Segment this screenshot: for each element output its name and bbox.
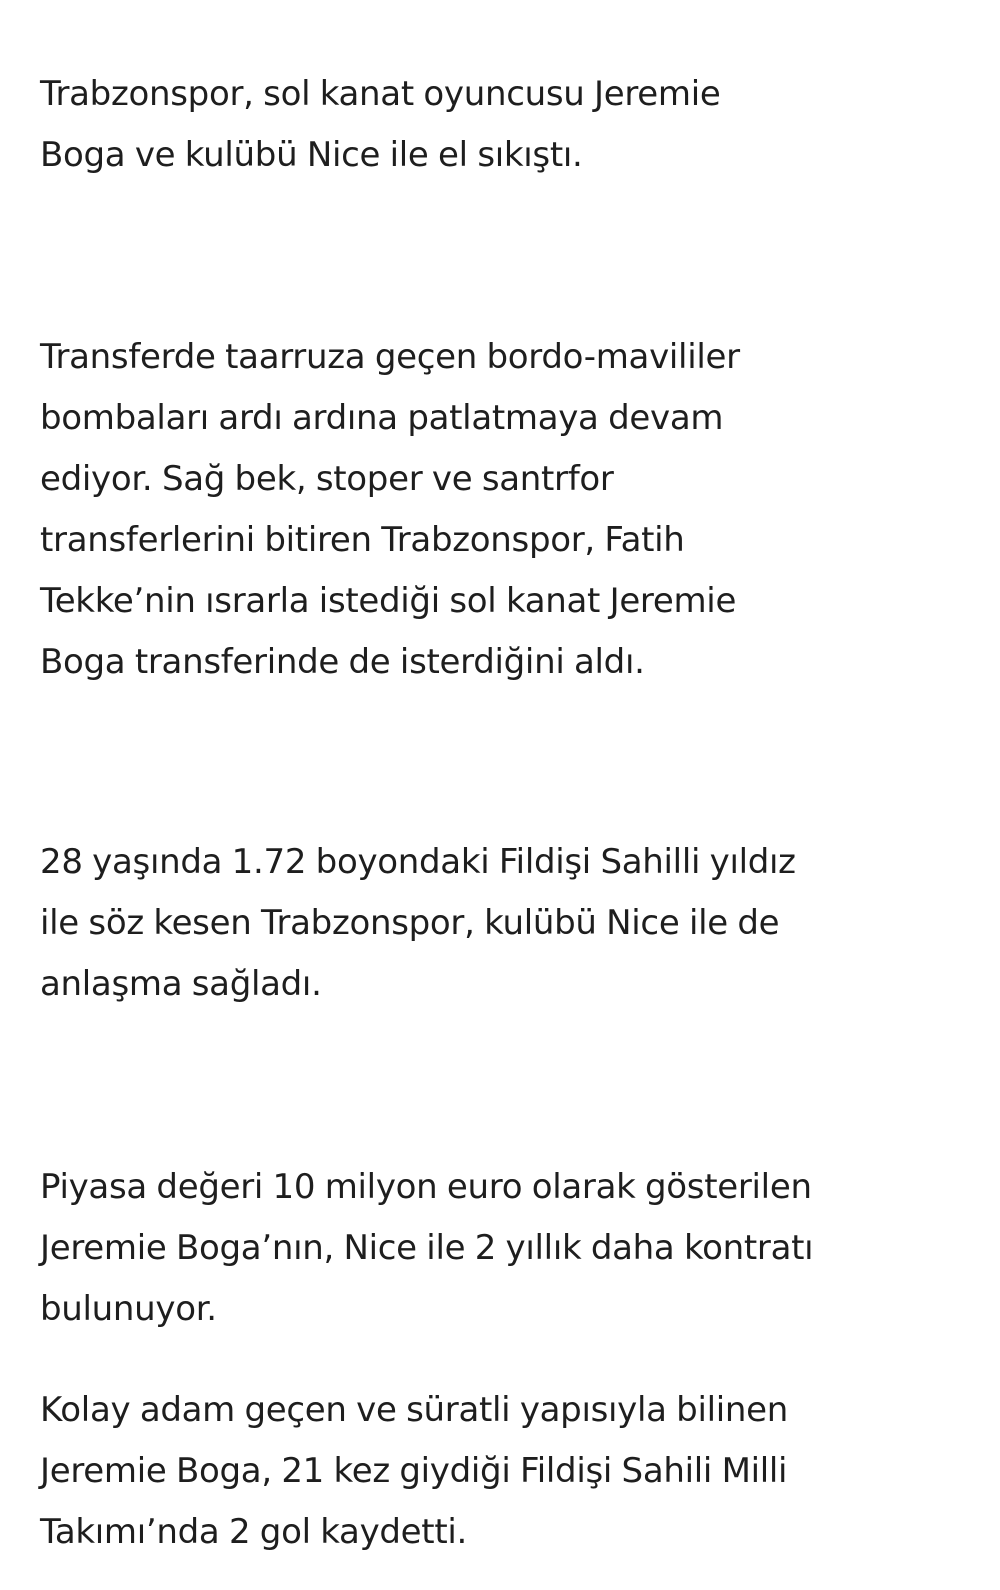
paragraph-line: ile söz kesen Trabzonspor, kulübü Nice ile de: [40, 903, 780, 943]
paragraph-line: anlaşma sağladı.: [40, 964, 322, 1004]
paragraph-line: bulunuyor.: [40, 1289, 217, 1329]
paragraph-line: transferlerini bitiren Trabzonspor, Fatih: [40, 520, 685, 560]
article-paragraph-5: [40, 1380, 960, 1563]
article-paragraph-4: [40, 1157, 960, 1340]
paragraph-line: Jeremie Boga, 21 kez giydiği Fildişi Sahili Milli: [40, 1451, 788, 1491]
article-paragraph-3: [40, 832, 960, 1015]
article-paragraph-1: [40, 64, 960, 186]
paragraph-line: Piyasa değeri 10 milyon euro olarak gösterilen: [40, 1167, 812, 1207]
article-paragraph-2: [40, 327, 960, 693]
paragraph-line: Boga transferinde de isterdiğini aldı.: [40, 642, 645, 682]
paragraph-line: Tekke’nin ısrarla istediği sol kanat Jeremie: [40, 581, 737, 621]
paragraph-line: Takımı’nda 2 gol kaydetti.: [40, 1512, 468, 1552]
paragraph-line: ediyor. Sağ bek, stoper ve santrfor: [40, 459, 614, 499]
paragraph-line: Kolay adam geçen ve süratli yapısıyla bilinen: [40, 1390, 789, 1430]
paragraph-line: Boga ve kulübü Nice ile el sıkıştı.: [40, 135, 583, 175]
paragraph-line: Trabzonspor, sol kanat oyuncusu Jeremie: [40, 74, 721, 114]
paragraph-line: bombaları ardı ardına patlatmaya devam: [40, 398, 724, 438]
paragraph-line: Jeremie Boga’nın, Nice ile 2 yıllık daha kontratı: [40, 1228, 814, 1268]
paragraph-line: Transferde taarruza geçen bordo-mavililer: [40, 337, 740, 377]
paragraph-line: 28 yaşında 1.72 boyondaki Fildişi Sahilli yıldız: [40, 842, 796, 882]
